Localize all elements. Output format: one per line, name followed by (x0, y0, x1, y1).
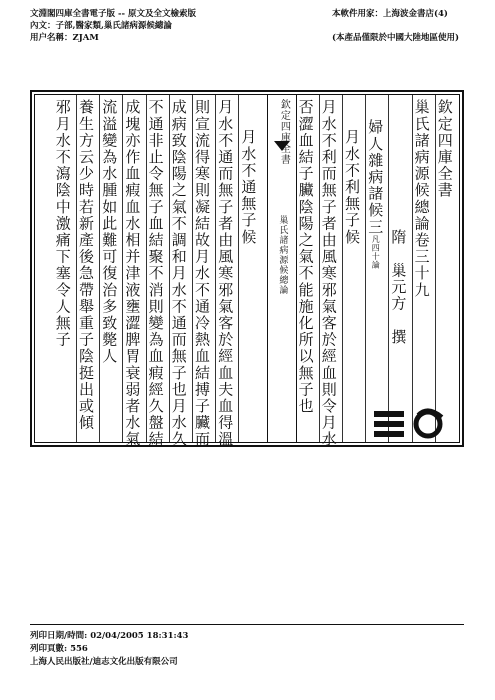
column-rule (342, 95, 343, 442)
text-column: 月水不利無子候 (343, 129, 361, 246)
center-band-title: 欽定四庫全書 (278, 99, 290, 165)
header-licensee: 本軟件用家：上海波金書店(4) (332, 9, 448, 19)
text-column: 月水不利而無子者由風寒邪氣客於經血則令月水 (319, 99, 338, 448)
publisher: 上海人民出版社/迪志文化出版有限公司 (30, 657, 178, 667)
column-rule (412, 95, 413, 442)
text-column: 養生方云少時若新產後急帶舉重子陰挺出或傾 (77, 99, 95, 431)
header-region: (本產品僅限於中國大陸地區使用) (332, 33, 460, 43)
header-license (332, 8, 459, 44)
footer-rule (30, 624, 464, 625)
column-rule (76, 95, 77, 442)
text-column: 不通非止令無子血結聚不消則變為血瘕經久盤結 (146, 99, 165, 448)
text-column: 巢氏諸病源候總論卷三十九 (412, 99, 431, 299)
column-rule (169, 95, 170, 442)
header-info (30, 8, 196, 44)
column-rule (99, 95, 100, 442)
center-band (267, 95, 297, 442)
header-content: 內文：子部,醫家類,巢氏諸病源候總論 (30, 21, 172, 31)
text-column: 邪月水不瀉陰中激痛下塞令人無子 (53, 99, 72, 348)
print-datetime: 列印日期/時間: 02/04/2005 18:31:43 (30, 631, 189, 641)
column-rule (238, 95, 239, 442)
column-rule (365, 95, 366, 442)
text-column: 流溢變為水腫如此難可復治多致斃人 (100, 99, 119, 365)
column-rule (319, 95, 320, 442)
column-rule (215, 95, 216, 442)
column-rule (122, 95, 123, 442)
column-rule (146, 95, 147, 442)
text-column: 成病致陰陽之氣不調和月水不通而無子也月水久 (169, 99, 188, 448)
seal-stamp (372, 405, 452, 441)
text-column: 則宣流得寒則凝結故月水不通冷熱血結搏子臟而 (193, 99, 211, 448)
header-title: 文淵閣四庫全書電子版 -- 原文及全文檢索版 (30, 9, 196, 19)
fishtail-mark-icon (274, 141, 290, 151)
text-column: 月水不通而無子者由風寒邪氣客於經血夫血得溫 (216, 99, 235, 448)
column-rule (435, 95, 436, 442)
annotation-note: 凡四十論 (371, 235, 381, 270)
text-column: 月水不通無子候 (239, 129, 258, 246)
text-column: 隋 巢元方 撰 (389, 229, 408, 346)
center-band-book: 巢氏諸病源候總論 (277, 215, 288, 295)
text-column: 婦人雜病諸候三凡四十論 (366, 119, 385, 270)
text-block (34, 94, 460, 448)
text-column: 欽定四庫全書 (435, 99, 454, 199)
footer-info (30, 630, 188, 669)
column-rule (192, 95, 193, 442)
text-column: 否澀血結子臟陰陽之氣不能施化所以無子也 (296, 99, 315, 415)
print-pages: 列印頁數: 556 (30, 644, 88, 654)
header-user: 用户名稱：ZJAM (30, 33, 99, 43)
column-rule (388, 95, 389, 442)
text-column: 成塊亦作血瘕血水相并津液壅澀脾胃衰弱者水氣 (123, 99, 142, 448)
